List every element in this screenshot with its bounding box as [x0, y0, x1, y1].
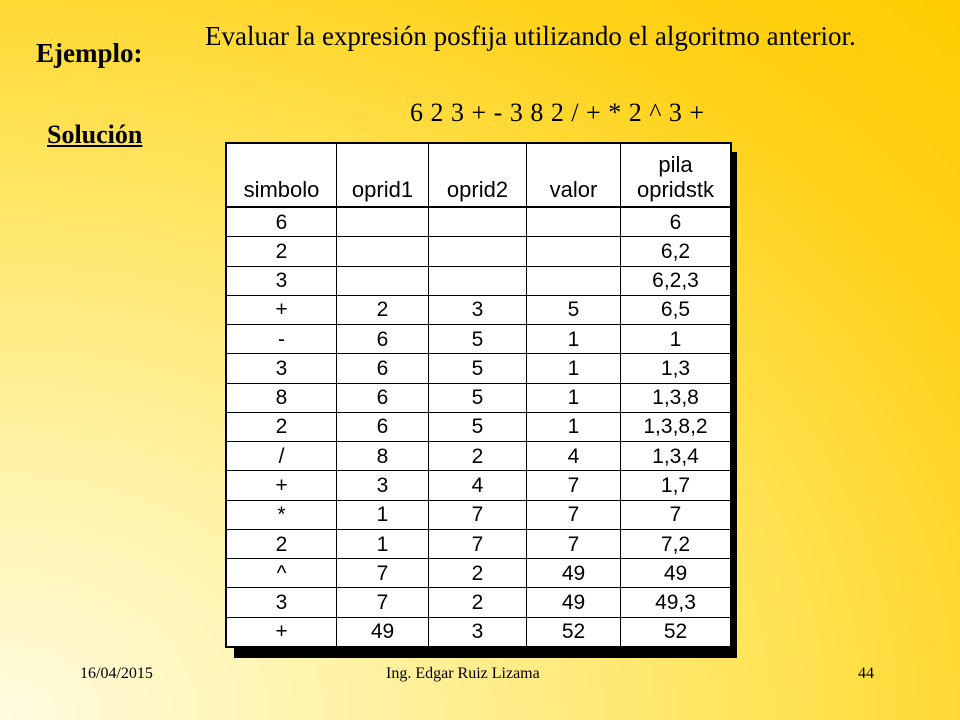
cell-oprid1: 7 — [337, 588, 429, 617]
cell-valor: 52 — [527, 618, 621, 646]
cell-pila: 7,2 — [621, 530, 730, 559]
table-row — [227, 501, 730, 530]
header-pila-line2: opridstk — [636, 177, 715, 202]
cell-pila: 1,3,8 — [621, 384, 730, 413]
cell-oprid2: 5 — [429, 413, 527, 442]
cell-simbolo: / — [227, 442, 337, 471]
table-row — [227, 208, 730, 237]
cell-oprid1: 6 — [337, 413, 429, 442]
cell-valor: 4 — [527, 442, 621, 471]
cell-oprid2: 5 — [429, 325, 527, 354]
cell-oprid2 — [429, 237, 527, 266]
table-row — [227, 354, 730, 383]
cell-oprid1: 6 — [337, 354, 429, 383]
cell-oprid2: 4 — [429, 471, 527, 500]
cell-simbolo: 2 — [227, 237, 337, 266]
cell-simbolo: 3 — [227, 267, 337, 296]
footer-author: Ing. Edgar Ruiz Lizama — [386, 665, 540, 682]
table-row — [227, 237, 730, 266]
cell-pila: 49,3 — [621, 588, 730, 617]
cell-pila: 1,3,8,2 — [621, 413, 730, 442]
cell-oprid1: 49 — [337, 618, 429, 646]
evaluation-table — [225, 142, 732, 648]
table-header-row — [227, 144, 730, 208]
cell-oprid1: 1 — [337, 530, 429, 559]
table-row — [227, 267, 730, 296]
cell-pila: 49 — [621, 559, 730, 588]
table-row — [227, 442, 730, 471]
header-simbolo: simbolo — [227, 144, 337, 208]
cell-valor: 7 — [527, 501, 621, 530]
cell-oprid1 — [337, 267, 429, 296]
footer-date: 16/04/2015 — [80, 665, 153, 682]
cell-oprid1 — [337, 208, 429, 237]
cell-simbolo: 2 — [227, 413, 337, 442]
cell-pila: 6,2,3 — [621, 267, 730, 296]
cell-oprid1: 3 — [337, 471, 429, 500]
cell-valor: 1 — [527, 325, 621, 354]
cell-simbolo: 2 — [227, 530, 337, 559]
cell-oprid2: 5 — [429, 384, 527, 413]
header-oprid2: oprid2 — [429, 144, 527, 208]
cell-oprid1: 6 — [337, 325, 429, 354]
cell-pila: 1,3,4 — [621, 442, 730, 471]
cell-pila: 52 — [663, 620, 688, 644]
cell-valor: 5 — [527, 296, 621, 325]
table-row — [227, 588, 730, 617]
table-row — [227, 413, 730, 442]
cell-oprid1: 1 — [337, 501, 429, 530]
instruction-text: Evaluar la expresión posfija utilizando el algoritmo anterior. — [205, 21, 856, 51]
example-label: Ejemplo: — [36, 38, 143, 68]
cell-oprid2: 2 — [429, 442, 527, 471]
header-pila-line1: pila — [658, 152, 693, 177]
cell-oprid2: 3 — [429, 296, 527, 325]
cell-simbolo: + — [227, 618, 337, 646]
cell-simbolo: * — [227, 501, 337, 530]
cell-pila: 6 — [621, 208, 730, 237]
cell-simbolo: 3 — [227, 588, 337, 617]
cell-simbolo: + — [227, 296, 337, 325]
cell-oprid1: 6 — [337, 384, 429, 413]
cell-valor: 49 — [527, 588, 621, 617]
cell-simbolo: - — [227, 325, 337, 354]
cell-oprid2: 7 — [429, 530, 527, 559]
cell-oprid1: 8 — [337, 442, 429, 471]
cell-oprid1 — [337, 237, 429, 266]
cell-valor: 1 — [527, 413, 621, 442]
cell-oprid2: 2 — [429, 559, 527, 588]
cell-simbolo: 8 — [227, 384, 337, 413]
cell-valor — [527, 208, 621, 237]
cell-oprid2: 7 — [429, 501, 527, 530]
cell-oprid2: 3 — [429, 618, 527, 646]
cell-valor — [527, 267, 621, 296]
cell-simbolo: ^ — [227, 559, 337, 588]
cell-simbolo: + — [227, 471, 337, 500]
cell-oprid2: 2 — [429, 588, 527, 617]
cell-valor: 1 — [527, 354, 621, 383]
cell-pila: 1,7 — [621, 471, 730, 500]
cell-pila: 1 — [621, 325, 730, 354]
solution-label: Solución — [47, 120, 143, 149]
table-row — [227, 530, 730, 559]
cell-oprid2 — [429, 267, 527, 296]
table-row — [227, 559, 730, 588]
cell-oprid2 — [429, 208, 527, 237]
cell-simbolo: 3 — [227, 354, 337, 383]
postfix-expression: 6 2 3 + - 3 8 2 / + * 2 ^ 3 + — [410, 98, 705, 127]
footer-page-number: 44 — [858, 665, 874, 682]
cell-pila: 6,5 — [621, 296, 730, 325]
header-oprid1: oprid1 — [337, 144, 429, 208]
table-row — [227, 618, 730, 646]
cell-valor: 1 — [527, 384, 621, 413]
cell-pila: 7 — [621, 501, 730, 530]
cell-simbolo: 6 — [227, 208, 337, 237]
cell-valor: 49 — [527, 559, 621, 588]
table-row — [227, 471, 730, 500]
cell-oprid1: 2 — [337, 296, 429, 325]
cell-oprid2: 5 — [429, 354, 527, 383]
table-row — [227, 296, 730, 325]
cell-pila: 6,2 — [621, 237, 730, 266]
cell-valor — [527, 237, 621, 266]
table-row — [227, 384, 730, 413]
table-row — [227, 325, 730, 354]
cell-valor: 7 — [527, 471, 621, 500]
header-pila-opridstk — [621, 144, 730, 208]
cell-oprid1: 7 — [337, 559, 429, 588]
evaluation-table-container — [225, 142, 728, 648]
cell-valor: 7 — [527, 530, 621, 559]
header-valor: valor — [527, 144, 621, 208]
cell-pila: 1,3 — [621, 354, 730, 383]
